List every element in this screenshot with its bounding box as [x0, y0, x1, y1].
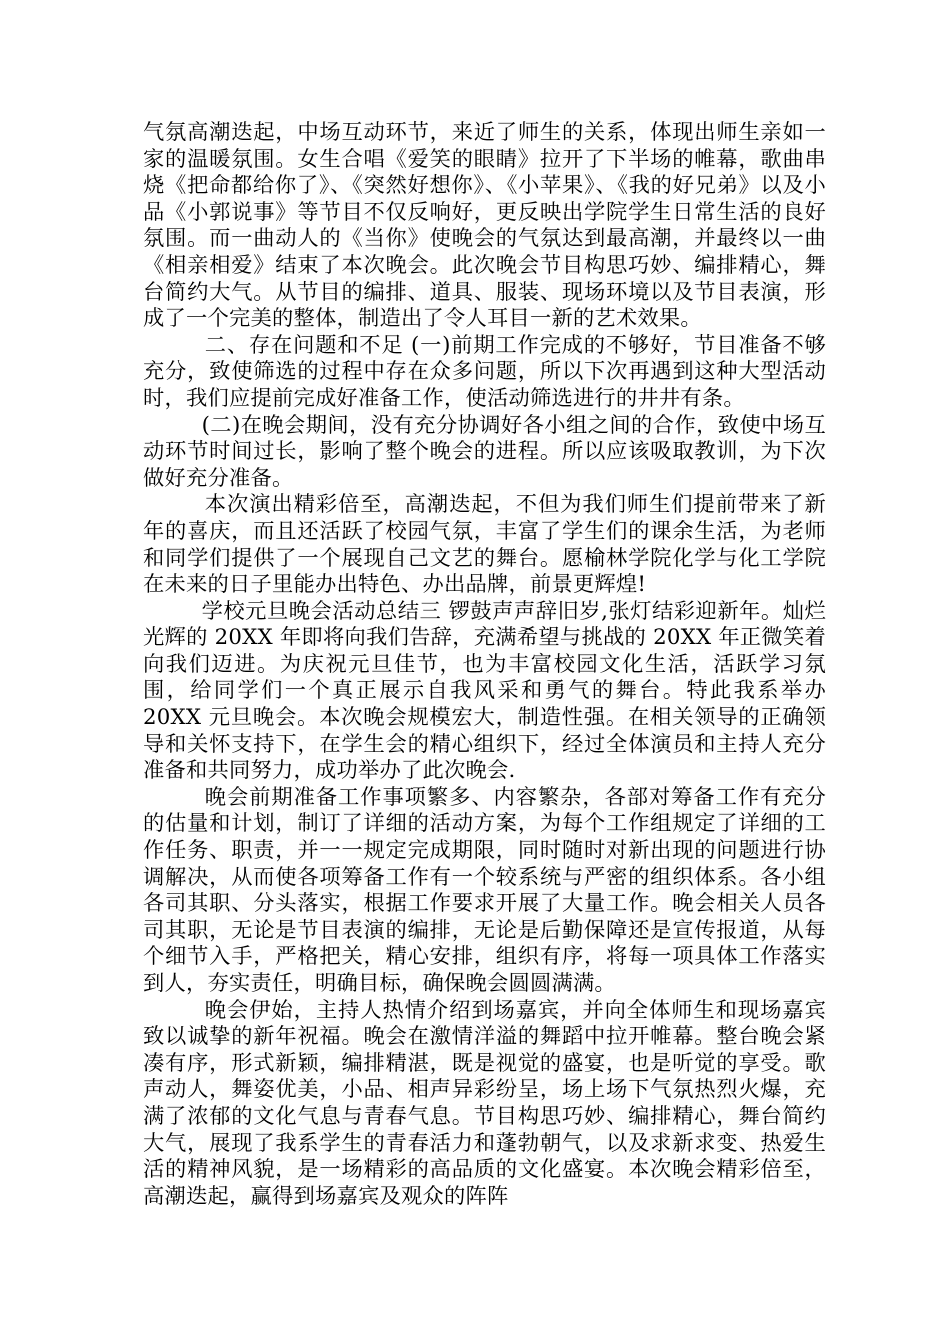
paragraph-3: (二)在晚会期间，没有充分协调好各小组之间的合作，致使中场互动环节时间过长，影响了整个晚会的进程。所以应该吸取教训，为下次做好充分准备。: [143, 412, 826, 491]
paragraph-7: 晚会伊始，主持人热情介绍到场嘉宾，并向全体师生和现场嘉宾致以诚挚的新年祝福。晚会在激情洋溢的舞蹈中拉开帷幕。整台晚会紧凑有序，形式新颖，编排精湛，既是视觉的盛宴，也是听觉的享受。歌声动人，舞姿优美，小品、相声异彩纷呈，场上场下气氛热烈火爆，充满了浓郁的文化气息与青春气息。节目构思巧妙、编排精心，舞台简约大气，展现了我系学生的青春活力和蓬勃朝气，以及求新求变、热爱生活的精神风貌，是一场精彩的高品质的文化盛宴。本次晚会精彩倍至，高潮迭起，赢得到场嘉宾及观众的阵阵: [143, 997, 826, 1209]
paragraph-5: 学校元旦晚会活动总结三 锣鼓声声辞旧岁,张灯结彩迎新年。灿烂光辉的 20XX 年即将向我们告辞，充满希望与挑战的 20XX 年正微笑着向我们迈进。为庆祝元旦佳节，也为丰富校园文化生活，活跃学习氛围，给同学们一个真正展示自我风采和勇气的舞台。特此我系举办 20XX 元旦晚会。本次晚会规模宏大，制造性强。在相关领导的正确领导和关怀支持下，在学生会的精心组织下，经过全体演员和主持人充分准备和共同努力，成功举办了此次晚会.: [143, 598, 826, 784]
document-page: [143, 120, 826, 1210]
paragraph-6: 晚会前期准备工作事项繁多、内容繁杂，各部对筹备工作有充分的估量和计划，制订了详细的活动方案，为每个工作组规定了详细的工作任务、职责，并一一规定完成期限，同时随时对新出现的问题进行协调解决，从而使各项筹备工作有一个较系统与严密的组织体系。各小组各司其职、分头落实，根据工作要求开展了大量工作。晚会相关人员各司其职，无论是节目表演的编排，无论是后勤保障还是宣传报道，从每个细节入手，严格把关，精心安排，组织有序，将每一项具体工作落实到人，夯实责任，明确目标，确保晚会圆圆满满。: [143, 784, 826, 996]
paragraph-4: 本次演出精彩倍至，高潮迭起，不但为我们师生们提前带来了新年的喜庆，而且还活跃了校园气氛，丰富了学生们的课余生活，为老师和同学们提供了一个展现自己文艺的舞台。愿榆林学院化学与化工学院在未来的日子里能办出特色、办出品牌，前景更辉煌!: [143, 492, 826, 598]
paragraph-1: 气氛高潮迭起，中场互动环节，来近了师生的关系，体现出师生亲如一家的温暖氛围。女生合唱《爱笑的眼睛》拉开了下半场的帷幕，歌曲串烧《把命都给你了》、《突然好想你》、《小苹果》、《我的好兄弟》以及小品《小郭说事》等节目不仅反响好，更反映出学院学生日常生活的良好氛围。而一曲动人的《当你》使晚会的气氛达到最高潮，并最终以一曲《相亲相爱》结束了本次晚会。此次晚会节目构思巧妙、编排精心，舞台简约大气。从节目的编排、道具、服装、现场环境以及节目表演，形成了一个完美的整体，制造出了令人耳目一新的艺术效果。: [143, 120, 826, 332]
paragraph-2: 二、存在问题和不足 (一)前期工作完成的不够好，节目准备不够充分，致使筛选的过程中存在众多问题，所以下次再遇到这种大型活动时，我们应提前完成好准备工作，使活动筛选进行的井井有条。: [143, 332, 826, 411]
